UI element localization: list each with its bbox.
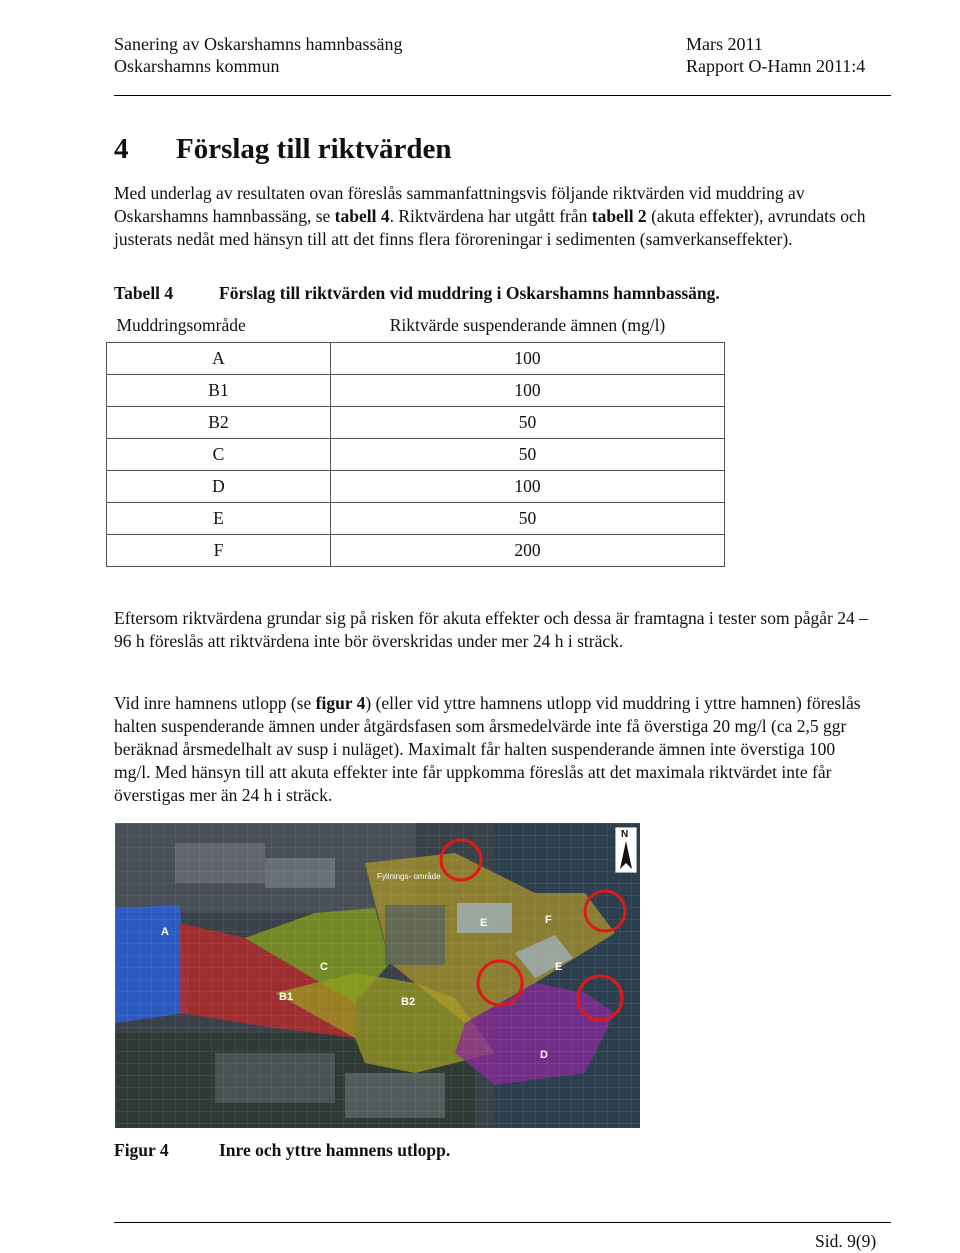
- zone-label-b2: B2: [401, 996, 416, 1008]
- header-date: Mars 2011: [686, 34, 763, 54]
- header-report-number: Rapport O-Hamn 2011:4: [686, 56, 866, 76]
- section-number: 4: [114, 133, 129, 165]
- table-row: F 200: [107, 535, 725, 567]
- north-label: N: [621, 829, 629, 840]
- intro-paragraph: Med underlag av resultaten ovan föreslås sammanfattningsvis följande riktvärden vid muddring av Oskarshamns hamnbassäng, se tabell 4. Riktvärdena har utgått från tabell 2 (akuta effekter), avrundats och justerats nedåt med hänsyn till att det finns flera föroreningar i sedimenten (samverkanseffekter).: [114, 183, 866, 249]
- table-row: A 100: [107, 343, 725, 375]
- footer-rule: [114, 1222, 891, 1223]
- page-number: Sid. 9(9): [815, 1231, 877, 1251]
- harbour-map: [115, 823, 640, 1128]
- zone-label-e: E: [480, 917, 488, 929]
- table-row: B2 50: [107, 407, 725, 439]
- table-caption-label: Tabell 4: [114, 283, 174, 303]
- zone-label-d: D: [540, 1049, 548, 1061]
- zone-label-e: E: [555, 961, 563, 973]
- paragraph-exposure: Eftersom riktvärdena grundar sig på risken för akuta effekter och dessa är framtagna i tester som pågår 24 – 96 h föreslås att riktvärdena inte bör överskridas under mer 24 h i sträck.: [114, 608, 868, 651]
- figure-caption-text: Inre och yttre hamnens utlopp.: [219, 1140, 451, 1160]
- zone-label-f: F: [545, 914, 552, 926]
- header-project: Sanering av Oskarshamns hamnbassäng: [114, 34, 403, 54]
- table-reference: tabell 4: [334, 206, 390, 226]
- section-heading: [114, 133, 451, 166]
- zone-label-c: C: [320, 961, 328, 973]
- zone-label-fill-area: Fyllnings- område: [377, 872, 441, 881]
- header-rule: [114, 95, 891, 96]
- table-row: C 50: [107, 439, 725, 471]
- table-caption-text: Förslag till riktvärden vid muddring i Oskarshamns hamnbassäng.: [219, 283, 720, 303]
- header-left: [114, 33, 402, 77]
- column-header-limit: Riktvärde suspenderande ämnen (mg/l): [389, 315, 666, 335]
- header-client: Oskarshamns kommun: [114, 56, 280, 76]
- table-caption: [114, 283, 720, 304]
- table-reference: tabell 2: [591, 206, 647, 226]
- column-header-area: Muddringsområde: [116, 315, 246, 335]
- figure-caption: [114, 1140, 450, 1161]
- paragraph-outlet: Vid inre hamnens utlopp (se figur 4) (eller vid yttre hamnens utlopp vid muddring i yttre hamnen) föreslås halten suspenderande ämnen under åtgärdsfasen som årsmedelvärde inte få överstiga 20 mg/l (ca 2,5 ggr beräknad årsmedelhalt av susp i nuläget). Maximalt får halten suspenderande ämnen inte överstiga 100 mg/l. Med hänsyn till att akuta effekter inte får uppkomma föreslås att det maximala riktvärdet inte får överstigas mer än 24 h i sträck.: [114, 693, 861, 805]
- table-row: E 50: [107, 503, 725, 535]
- limit-values-table: [106, 309, 725, 567]
- table-row: B1 100: [107, 375, 725, 407]
- figure-caption-label: Figur 4: [114, 1140, 169, 1160]
- figure-reference: figur 4: [315, 693, 366, 713]
- zone-label-b1: B1: [279, 991, 294, 1003]
- section-title: Förslag till riktvärden: [176, 133, 452, 165]
- zone-label-a: A: [161, 926, 169, 938]
- header-right: [686, 33, 865, 77]
- table-row: D 100: [107, 471, 725, 503]
